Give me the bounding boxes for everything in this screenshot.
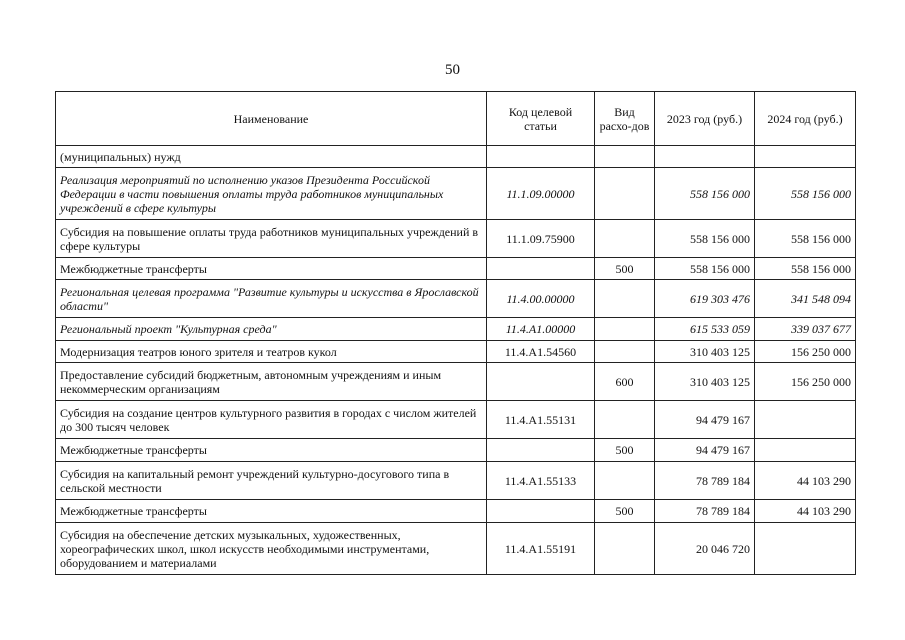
row-code <box>487 146 595 168</box>
row-2023: 20 046 720 <box>655 523 755 575</box>
row-kind <box>595 220 655 258</box>
table-row <box>56 280 856 318</box>
row-kind: 600 <box>595 363 655 401</box>
row-2024: 558 156 000 <box>755 168 856 220</box>
row-code: 11.4.00.00000 <box>487 280 595 318</box>
table-header-row <box>56 92 856 146</box>
table-row <box>56 258 856 280</box>
table-row <box>56 401 856 439</box>
row-2023: 558 156 000 <box>655 220 755 258</box>
row-name: Предоставление субсидий бюджетным, автономным учреждениям и иным некоммерческим организациям <box>56 363 487 401</box>
row-kind <box>595 462 655 500</box>
row-2023: 78 789 184 <box>655 500 755 523</box>
row-2024: 44 103 290 <box>755 500 856 523</box>
row-2023: 310 403 125 <box>655 363 755 401</box>
row-2023: 558 156 000 <box>655 258 755 280</box>
row-name: Субсидия на капитальный ремонт учреждений культурно-досугового типа в сельской местности <box>56 462 487 500</box>
row-code: 11.4.A1.00000 <box>487 318 595 341</box>
row-2024 <box>755 146 856 168</box>
row-code <box>487 363 595 401</box>
row-2024: 44 103 290 <box>755 462 856 500</box>
table-row <box>56 462 856 500</box>
row-2024: 339 037 677 <box>755 318 856 341</box>
row-2023: 558 156 000 <box>655 168 755 220</box>
table-row <box>56 500 856 523</box>
row-kind: 500 <box>595 439 655 462</box>
row-2024: 156 250 000 <box>755 363 856 401</box>
row-name: Реализация мероприятий по исполнению указов Президента Российской Федерации в части повышения оплаты труда работников муниципальных учреждений в сфере культуры <box>56 168 487 220</box>
row-2023: 94 479 167 <box>655 439 755 462</box>
row-2024: 341 548 094 <box>755 280 856 318</box>
table-row <box>56 341 856 363</box>
row-kind <box>595 523 655 575</box>
row-2023: 619 303 476 <box>655 280 755 318</box>
table-row <box>56 363 856 401</box>
row-2024: 558 156 000 <box>755 258 856 280</box>
row-kind: 500 <box>595 500 655 523</box>
header-kind: Вид расхо-дов <box>595 92 655 146</box>
row-kind: 500 <box>595 258 655 280</box>
table-row <box>56 523 856 575</box>
row-code: 11.4.A1.54560 <box>487 341 595 363</box>
budget-table <box>55 91 856 575</box>
header-code: Код целевой статьи <box>487 92 595 146</box>
row-kind <box>595 318 655 341</box>
row-code: 11.4.A1.55191 <box>487 523 595 575</box>
row-2024 <box>755 523 856 575</box>
row-name: Субсидия на создание центров культурного развития в городах с числом жителей до 300 тысяч человек <box>56 401 487 439</box>
row-code <box>487 439 595 462</box>
row-name: Субсидия на повышение оплаты труда работников муниципальных учреждений в сфере культуры <box>56 220 487 258</box>
table-row <box>56 146 856 168</box>
row-kind <box>595 280 655 318</box>
row-kind <box>595 146 655 168</box>
row-code <box>487 258 595 280</box>
table-row <box>56 220 856 258</box>
table-row <box>56 439 856 462</box>
header-2024: 2024 год (руб.) <box>755 92 856 146</box>
page-number: 50 <box>445 62 460 78</box>
row-2024: 156 250 000 <box>755 341 856 363</box>
row-name: Региональный проект "Культурная среда" <box>56 318 487 341</box>
row-code: 11.4.A1.55131 <box>487 401 595 439</box>
row-name: Субсидия на обеспечение детских музыкальных, художественных, хореографических школ, школ искусств необходимыми инструментами, оборудованием и материалами <box>56 523 487 575</box>
row-2024 <box>755 401 856 439</box>
row-2023: 78 789 184 <box>655 462 755 500</box>
row-2024: 558 156 000 <box>755 220 856 258</box>
row-kind <box>595 341 655 363</box>
row-code <box>487 500 595 523</box>
row-name: Модернизация театров юного зрителя и театров кукол <box>56 341 487 363</box>
row-code: 11.4.A1.55133 <box>487 462 595 500</box>
row-2023: 94 479 167 <box>655 401 755 439</box>
row-2024 <box>755 439 856 462</box>
row-2023: 615 533 059 <box>655 318 755 341</box>
row-kind <box>595 401 655 439</box>
row-2023 <box>655 146 755 168</box>
row-name: Межбюджетные трансферты <box>56 500 487 523</box>
row-kind <box>595 168 655 220</box>
row-name: Межбюджетные трансферты <box>56 258 487 280</box>
table-row <box>56 318 856 341</box>
table-row <box>56 168 856 220</box>
header-name: Наименование <box>56 92 487 146</box>
row-name: Региональная целевая программа "Развитие культуры и искусства в Ярославской области" <box>56 280 487 318</box>
row-name: (муниципальных) нужд <box>56 146 487 168</box>
row-2023: 310 403 125 <box>655 341 755 363</box>
row-code: 11.1.09.00000 <box>487 168 595 220</box>
row-name: Межбюджетные трансферты <box>56 439 487 462</box>
row-code: 11.1.09.75900 <box>487 220 595 258</box>
header-2023: 2023 год (руб.) <box>655 92 755 146</box>
